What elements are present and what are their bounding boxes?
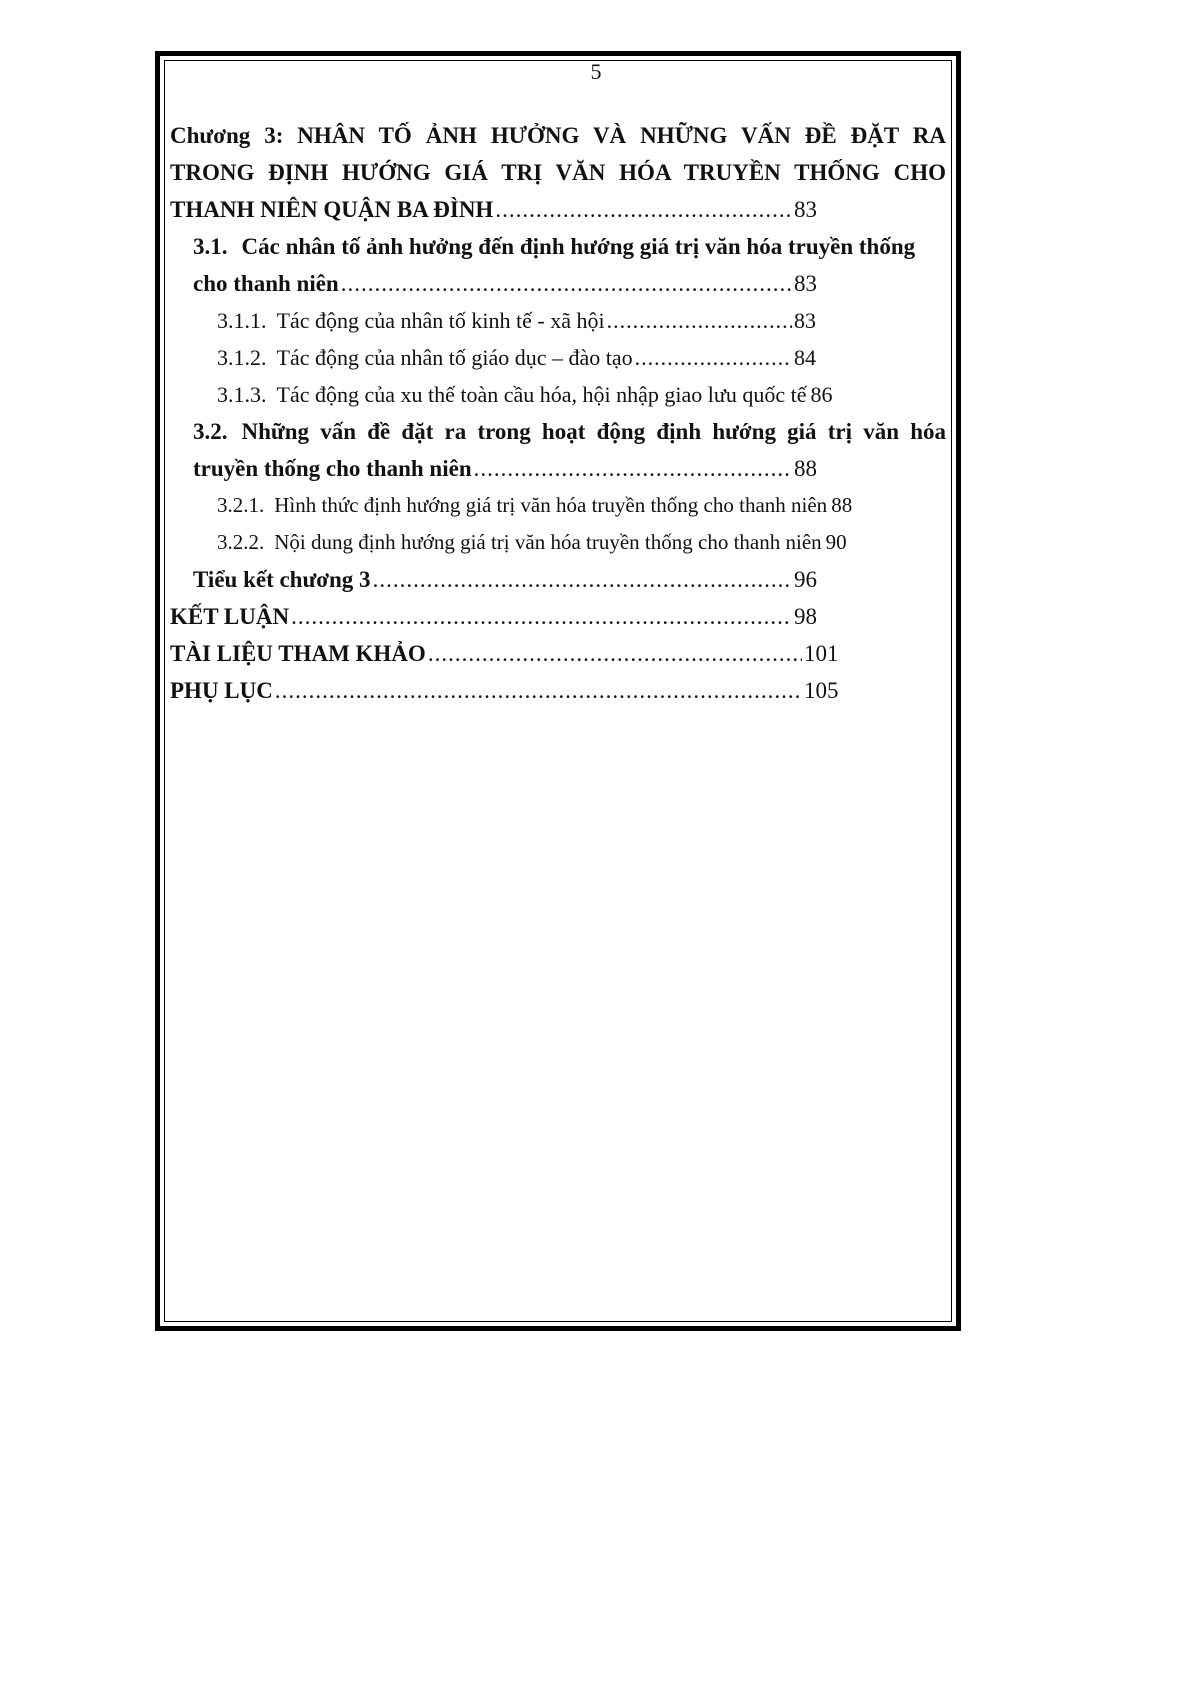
toc-chapter-3-title-line-1: Chương 3: NHÂN TỐ ẢNH HƯỞNG VÀ NHỮNG VẤN ĐỀ ĐẶT RA [170, 123, 946, 148]
toc-subsection-title: Tác động của xu thế toàn cầu hóa, hội nhập giao lưu quốc tế [276, 382, 807, 407]
toc-subsection-number: 3.1.1. [217, 308, 267, 333]
toc-subsection-number: 3.2.1. [217, 493, 265, 517]
toc-subsection-title: Nội dung định hướng giá trị văn hóa truyền thống cho thanh niên [274, 530, 822, 554]
toc-page-number: 84 [794, 345, 816, 370]
toc-section-3-2[interactable] [170, 413, 946, 487]
toc-page-number: 96 [794, 567, 817, 592]
toc-appendix-title: PHỤ LỤC [170, 678, 273, 703]
toc-leader-dots [275, 672, 802, 709]
toc-leader-dots [607, 302, 792, 339]
toc-leader-dots [495, 191, 792, 228]
toc-chapter-3-title-line-2: TRONG ĐỊNH HƯỚNG GIÁ TRỊ VĂN HÓA TRUYỀN THỐNG CHO [170, 160, 946, 185]
toc-page-number: 86 [810, 382, 833, 407]
toc-subsection-3-2-2[interactable] [170, 524, 946, 561]
toc-page-number: 101 [804, 641, 839, 666]
toc-subsection-number: 3.1.3. [217, 382, 267, 407]
toc-conclusion-title: KẾT LUẬN [170, 604, 290, 629]
toc-section-3-1[interactable] [170, 228, 946, 302]
toc-subsection-number: 3.2.2. [217, 530, 265, 554]
toc-subsection-3-1-1[interactable] [170, 302, 946, 339]
toc-subsection-3-1-2[interactable] [170, 339, 946, 376]
toc-section-number: 3.1. [193, 234, 228, 259]
toc-section-title-line-1: Các nhân tố ảnh hưởng đến định hướng giá trị văn hóa truyền thống [241, 234, 916, 259]
toc-page-number: 88 [831, 493, 853, 517]
toc-references[interactable] [170, 635, 946, 672]
toc-leader-dots [373, 561, 792, 598]
toc-chapter-3[interactable] [170, 117, 946, 228]
toc-subsection-3-1-3[interactable] [170, 376, 946, 413]
toc-page-number: 105 [804, 678, 839, 703]
toc-section-title-line-1: Những vấn đề đặt ra trong hoạt động định hướng giá trị văn hóa [241, 419, 946, 444]
toc-references-title: TÀI LIỆU THAM KHẢO [170, 641, 426, 666]
toc-conclusion[interactable] [170, 598, 946, 635]
toc-page-number: 83 [794, 308, 816, 333]
table-of-contents [170, 117, 946, 709]
toc-section-number: 3.2. [193, 419, 228, 444]
toc-page-number: 90 [825, 530, 847, 554]
toc-subsection-title: Tác động của nhân tố giáo dục – đào tạo [276, 345, 633, 370]
page-number: 5 [590, 59, 602, 84]
toc-appendix[interactable] [170, 672, 946, 709]
toc-page-number: 83 [794, 271, 817, 296]
toc-summary-title: Tiểu kết chương 3 [193, 567, 371, 592]
toc-leader-dots [474, 450, 792, 487]
toc-subsection-title: Tác động của nhân tố kinh tế - xã hội [276, 308, 605, 333]
toc-page-number: 88 [794, 456, 817, 481]
toc-chapter-3-summary[interactable] [170, 561, 946, 598]
toc-leader-dots [341, 265, 792, 302]
toc-leader-dots [635, 339, 792, 376]
toc-subsection-title: Hình thức định hướng giá trị văn hóa truyền thống cho thanh niên [274, 493, 828, 517]
toc-leader-dots [291, 598, 792, 635]
toc-page-number: 98 [794, 604, 817, 629]
toc-section-title-line-2: truyền thống cho thanh niên [193, 456, 472, 481]
toc-subsection-3-2-1[interactable] [170, 487, 946, 524]
toc-leader-dots [428, 635, 802, 672]
toc-chapter-3-title-line-3: THANH NIÊN QUẬN BA ĐÌNH [170, 197, 494, 222]
toc-page-number: 83 [794, 197, 817, 222]
toc-subsection-number: 3.1.2. [217, 345, 267, 370]
toc-section-title-line-2: cho thanh niên [193, 271, 339, 296]
